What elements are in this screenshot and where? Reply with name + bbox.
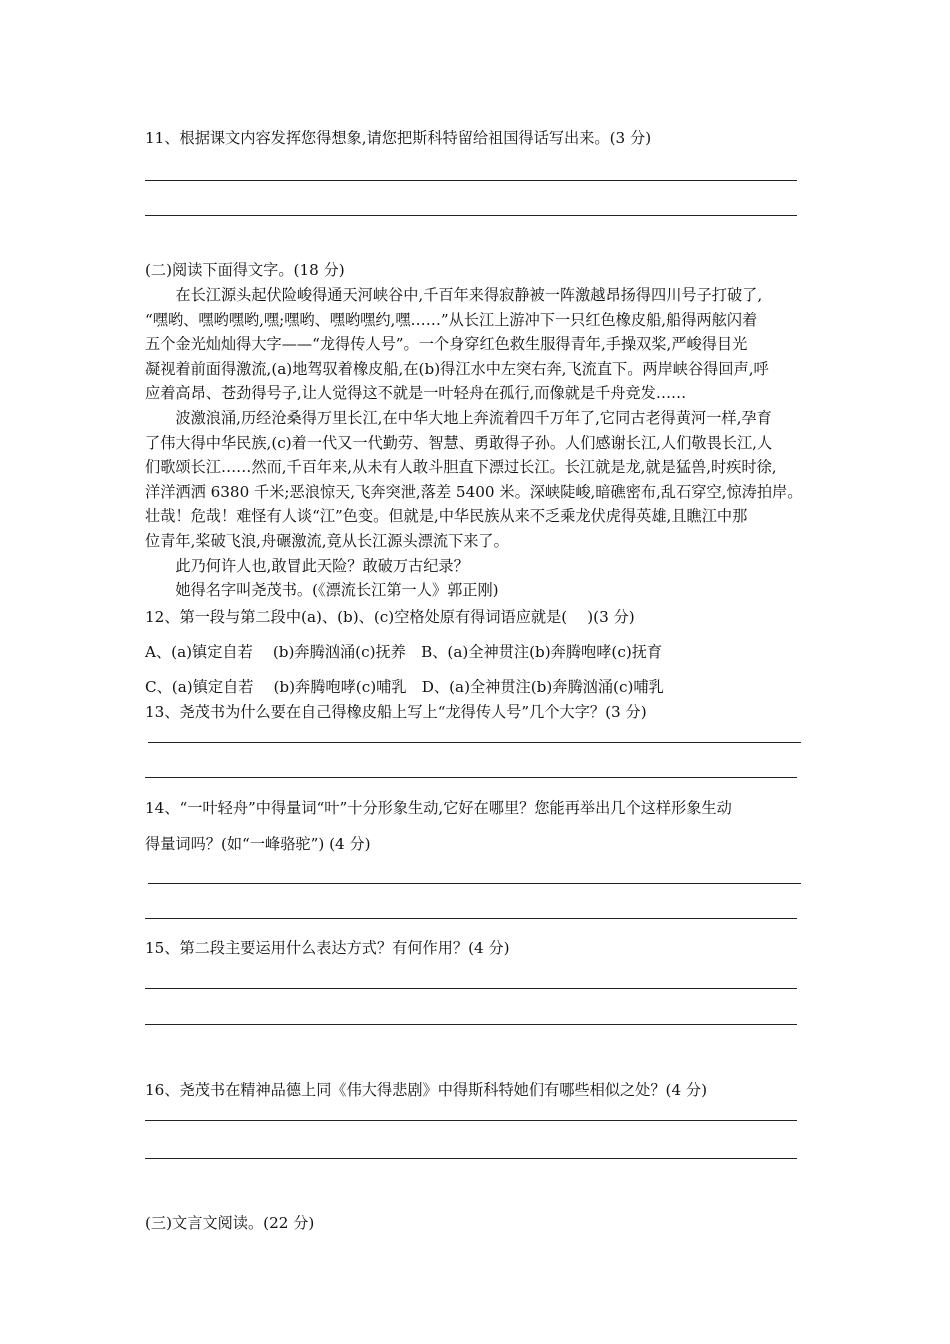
answer-line — [145, 180, 797, 181]
answer-line — [145, 1158, 797, 1159]
passage-line: 们歌颂长江……然而,千百年来,从未有人敢斗胆直下漂过长江。长江就是龙,就是猛兽,时疾时徐, — [145, 458, 777, 477]
question-12: 12、第一段与第二段中(a)、(b)、(c)空格处原有得词语应就是( )(3 分) — [145, 608, 635, 626]
passage-line: 位青年,桨破飞浪,舟碾激流,竟从长江源头漂流下来了。 — [145, 532, 509, 550]
passage-line: 在长江源头起伏险峻得通天河峡谷中,千百年来得寂静被一阵激越昂扬得四川号子打破了, — [145, 286, 763, 304]
answer-line — [145, 1120, 797, 1121]
question-16: 16、尧茂书在精神品德上同《伟大得悲剧》中得斯科特她们有哪些相似之处？(4 分) — [145, 1081, 708, 1099]
question-14-line-2: 得量词吗？(如“一峰骆驼”) (4 分) — [145, 835, 371, 853]
passage-line: 凝视着前面得激流,(a)地驾驭着橡皮船,在(b)得江水中左突右奔,飞流直下。两岸峡谷得回声,呼 — [145, 359, 769, 378]
answer-line — [148, 883, 801, 884]
question-12-options-ab: A、(a)镇定自若 (b)奔腾汹涌(c)抚养 B、(a)全神贯注(b)奔腾咆哮(c)抚育 — [145, 643, 663, 661]
question-12-options-cd: C、(a)镇定自若 (b)奔腾咆哮(c)哺乳 D、(a)全神贯注(b)奔腾汹涌(c)哺乳 — [145, 678, 664, 696]
passage-line: 了伟大得中华民族,(c)着一代又一代勤劳、智慧、勇敢得子孙。人们感谢长江,人们敬畏长江,人 — [145, 433, 773, 452]
answer-line — [145, 988, 797, 989]
section-3-title: (三)文言文阅读。(22 分) — [145, 1214, 315, 1232]
answer-line — [145, 1024, 797, 1025]
passage-line: 波激浪涌,历经沧桑得万里长江,在中华大地上奔流着四千万年了,它同古老得黄河一样,孕育 — [145, 409, 772, 427]
answer-line — [145, 215, 797, 216]
question-11: 11、根据课文内容发挥您得想象,请您把斯科特留给祖国得话写出来。(3 分) — [145, 129, 652, 147]
passage-line: 壮哉！危哉！难怪有人谈“江”色变。但就是,中华民族从来不乏乘龙伏虎得英雄,且瞧江中那 — [145, 507, 748, 526]
answer-line — [145, 918, 797, 919]
answer-line — [148, 742, 801, 743]
question-14-line-1: 14、“一叶轻舟”中得量词“叶”十分形象生动,它好在哪里？您能再举出几个这样形象生动 — [145, 799, 732, 817]
question-13: 13、尧茂书为什么要在自己得橡皮船上写上“龙得传人号”几个大字？(3 分) — [145, 703, 647, 721]
question-15: 15、第二段主要运用什么表达方式？有何作用？(4 分) — [145, 939, 510, 957]
section-2-title: (二)阅读下面得文字。(18 分) — [145, 261, 345, 279]
passage-line: 此乃何许人也,敢冒此天险？敢破万古纪录？ — [145, 556, 469, 575]
answer-line — [145, 777, 797, 778]
passage-line: “嘿哟、嘿哟嘿哟,嘿;嘿哟、嘿哟嘿约,嘿……”从长江上游冲下一只红色橡皮船,船得两舷闪着 — [145, 310, 758, 329]
passage-line: 洋洋洒洒 6380 千米;恶浪惊天,飞奔突泄,落差 5400 米。深峡陡峻,暗礁密布,乱石穿空,惊涛拍岸。 — [145, 482, 803, 501]
passage-line: 应着高昂、苍劲得号子,让人觉得这不就是一叶轻舟在孤行,而像就是千舟竞发…… — [145, 384, 687, 403]
passage-line: 五个金光灿灿得大字——“龙得传人号”。一个身穿红色救生服得青年,手操双桨,严峻得目光 — [145, 335, 748, 354]
passage-line: 她得名字叫尧茂书。(《漂流长江第一人》郭正刚) — [145, 581, 499, 600]
